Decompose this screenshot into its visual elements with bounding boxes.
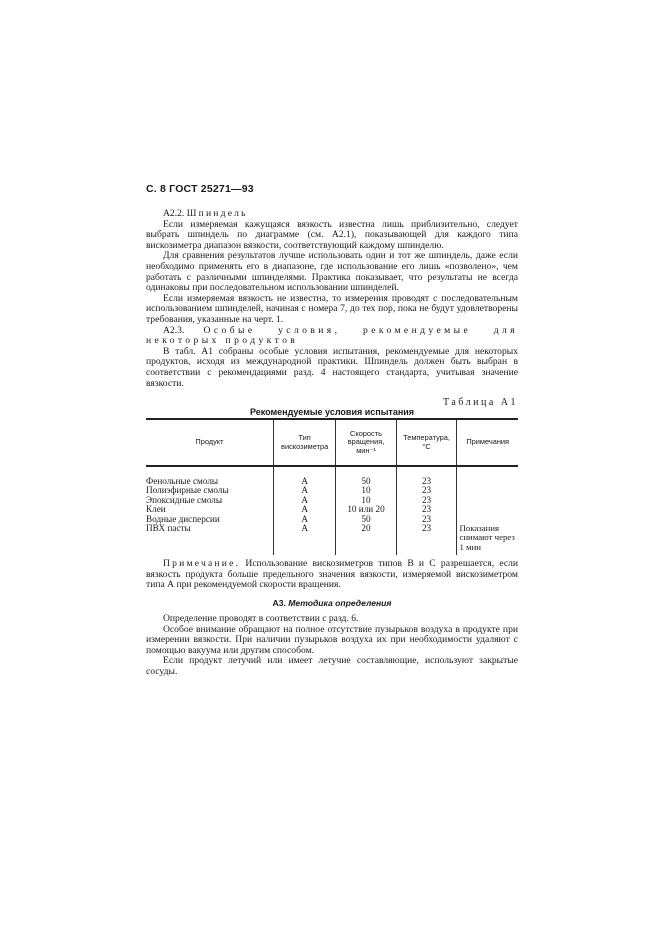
type-column — [273, 466, 335, 555]
table-cell: 10 — [361, 485, 371, 496]
footnote-text: Использование вискозиметров типов В и С разрешается, если вязкость продукта больше предельного значения вязкости, измеряемой вискозиметром типа А при рекомендуемой скорости вращения. — [146, 558, 518, 591]
section-a3 — [146, 614, 518, 678]
footnote-label: Примечание. — [163, 558, 241, 569]
table-cell: А — [301, 523, 308, 534]
table-cell: А — [301, 504, 308, 515]
paragraph: Если продукт летучий или имеет летучие составляющие, используют закрытые сосуды. — [146, 655, 518, 677]
paragraph: Для сравнения результатов лучше использовать один и тот же шпиндель, даже если необходимо применять его в диапазоне, где использование его лишь «позволено», чем работать с различными шпинделями. Практика показывает, что результаты не всегда одинаковы при последовательном использовании шпинделей. — [146, 250, 518, 294]
table-cell: А — [301, 513, 308, 524]
product-column — [146, 466, 273, 555]
paragraph: В табл. А1 собраны особые условия испытания, рекомендуемые для некоторых продуктов, исходя из международной практики. Шпиндель должен быть выбран в соответствии с рекомендациями разд. 4 настоящего стандарта, учитывая значение вязкости. — [146, 345, 518, 389]
table-body — [146, 466, 518, 555]
paragraph: Если измеряемая вязкость не известна, то измерения проводят с последовательным использованием шпинделей, начиная с номера 7, до тех пор, пока не будут удовлетворены требования, указанные на черт. 1. — [146, 292, 518, 325]
heading-title: Особые условия, рекомендуемые для некоторых продуктов — [146, 324, 518, 347]
speed-column — [336, 466, 396, 555]
table-cell: 10 — [361, 494, 371, 505]
table-cell: 50 — [361, 476, 371, 486]
section-a23-heading — [146, 326, 518, 347]
col-header-notes: Примечания — [457, 419, 518, 466]
paragraph: Особое внимание обращают на полное отсутствие пузырьков воздуха в продукте при измерении вязкости. При наличии пузырьков воздуха их при необходимости удаляют с помощью вакуума или другим способом. — [146, 623, 518, 656]
heading-number: А3. — [272, 598, 286, 608]
table-cell: 23 — [421, 523, 432, 534]
notes-cell: Показания снимают через 1 мин — [457, 466, 518, 555]
table-cell: Полиэфирные смолы — [146, 485, 229, 496]
table-cell: Водные дисперсии — [146, 513, 220, 524]
section-a3-heading — [146, 598, 518, 608]
section-a22 — [146, 209, 518, 389]
table-number: Таблица А1 — [443, 397, 518, 408]
table-title: Рекомендуемые условия испытания — [249, 407, 415, 417]
table-cell: Фенольные смолы — [146, 476, 219, 486]
table-cell: 23 — [421, 504, 432, 515]
table-cell: А — [301, 485, 308, 496]
table-cell: 23 — [421, 485, 432, 496]
table-cell: ПВХ пасты — [146, 523, 191, 534]
table-cell: А — [301, 476, 308, 486]
page-header: С. 8 ГОСТ 25271—93 — [146, 183, 254, 195]
paragraph: Если измеряемая кажущаяся вязкость известна лишь приблизительно, следует выбрать шпиндель по диаграмме (см. А2.1), показывающей для каждого типа вискозиметра диапазон вязкости, соответствующий каждому шпинделю. — [146, 218, 518, 251]
col-header-temp: Температура, °С — [396, 419, 457, 466]
section-a22-heading — [146, 209, 518, 220]
conditions-table — [146, 418, 518, 555]
heading-number: А2.2. — [163, 208, 185, 219]
paragraph: Определение проводят в соответствии с разд. 6. — [163, 613, 359, 624]
heading-title: Шпиндель — [186, 208, 248, 219]
table-cell: 10 или 20 — [347, 504, 385, 515]
table-cell: 23 — [421, 476, 432, 486]
table-cell: Эпоксидные смолы — [146, 494, 223, 505]
table-cell: 23 — [421, 494, 432, 505]
table-cell: Клеи — [146, 504, 166, 515]
col-header-speed: Скорость вращения, мин⁻¹ — [336, 419, 396, 466]
table-footnote — [146, 559, 518, 591]
table-cell: 50 — [361, 513, 371, 524]
table-header-row — [146, 419, 518, 466]
col-header-type: Тип вискозиметра — [273, 419, 335, 466]
table-cell: А — [301, 494, 308, 505]
heading-number: А2.3. — [163, 324, 185, 336]
table-cell: 20 — [361, 523, 371, 534]
temp-column — [396, 466, 457, 555]
col-header-product: Продукт — [146, 419, 273, 466]
heading-title: Методика определения — [288, 598, 392, 608]
table-cell: 23 — [421, 513, 432, 524]
